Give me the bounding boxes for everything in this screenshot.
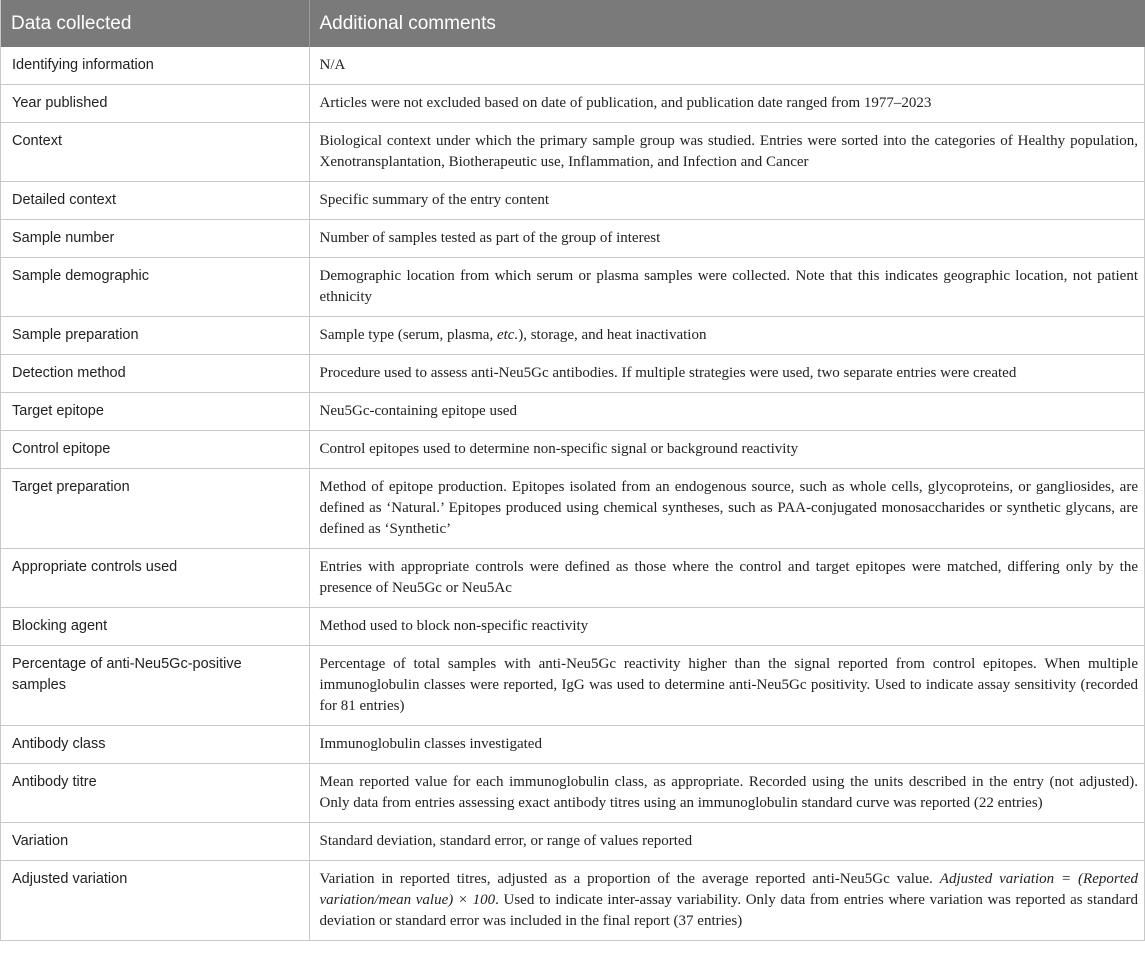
header-row (1, 0, 1145, 47)
table-row (1, 726, 1145, 764)
column-header-data-collected: Data collected (1, 0, 309, 47)
table-row (1, 258, 1145, 317)
field-cell: Context (1, 123, 309, 182)
table-row (1, 393, 1145, 431)
data-collection-table (1, 0, 1145, 941)
table-row (1, 861, 1145, 941)
comment-cell: Method used to block non-specific reactivity (309, 608, 1145, 646)
comment-text: Sample type (serum, plasma, (319, 327, 497, 343)
field-cell: Antibody class (1, 726, 309, 764)
table-row (1, 123, 1145, 182)
table-row (1, 85, 1145, 123)
table-row (1, 823, 1145, 861)
comment-cell: N/A (309, 47, 1145, 85)
comment-cell: Method of epitope production. Epitopes isolated from an endogenous source, such as whole cells, glycoproteins, or gangliosides, are defined as ‘Natural.’ Epitopes produced using chemical syntheses, such as PAA-conjugated monosaccharides or synthetic glycans, are defined as ‘Synthetic’ (309, 469, 1145, 549)
comment-cell (309, 861, 1145, 941)
comment-cell: Neu5Gc-containing epitope used (309, 393, 1145, 431)
table-row (1, 355, 1145, 393)
table-row (1, 182, 1145, 220)
comment-text: ), storage, and heat inactivation (518, 327, 707, 343)
table-header (1, 0, 1145, 47)
field-cell: Blocking agent (1, 608, 309, 646)
table-row (1, 764, 1145, 823)
column-header-additional-comments: Additional comments (309, 0, 1145, 47)
field-cell: Target preparation (1, 469, 309, 549)
table-row (1, 431, 1145, 469)
comment-cell: Specific summary of the entry content (309, 182, 1145, 220)
comment-cell: Entries with appropriate controls were defined as those where the control and target epitopes were matched, differing only by the presence of Neu5Gc or Neu5Ac (309, 549, 1145, 608)
table-body (1, 47, 1145, 941)
table-row (1, 317, 1145, 355)
field-cell: Detection method (1, 355, 309, 393)
comment-cell: Demographic location from which serum or plasma samples were collected. Note that this indicates geographic location, not patient ethnicity (309, 258, 1145, 317)
comment-italic-text: etc. (496, 327, 519, 343)
comment-italic-formula: Adjusted variation = (Reported variation/mean value) × 100 (319, 871, 1139, 908)
comment-text: . Used to indicate inter-assay variability. Only data from entries where variation was reported as standard deviation or standard error was included in the final report (37 entries) (319, 892, 1138, 929)
comment-cell: Biological context under which the primary sample group was studied. Entries were sorted into the categories of Healthy population, Xenotransplantation, Biotherapeutic use, Inflammation, and Infection and Cancer (309, 123, 1145, 182)
field-cell: Appropriate controls used (1, 549, 309, 608)
table-row (1, 646, 1145, 726)
comment-cell: Mean reported value for each immunoglobulin class, as appropriate. Recorded using the units described in the entry (not adjusted). Only data from entries assessing exact antibody titres using an immunoglobulin standard curve was reported (22 entries) (309, 764, 1145, 823)
field-cell: Control epitope (1, 431, 309, 469)
comment-cell (309, 317, 1145, 355)
table-row (1, 220, 1145, 258)
field-cell: Adjusted variation (1, 861, 309, 941)
comment-cell: Standard deviation, standard error, or range of values reported (309, 823, 1145, 861)
comment-cell: Procedure used to assess anti-Neu5Gc antibodies. If multiple strategies were used, two separate entries were created (309, 355, 1145, 393)
comment-cell: Percentage of total samples with anti-Neu5Gc reactivity higher than the signal reported from control epitopes. When multiple immunoglobulin classes were reported, IgG was used to determine anti-Neu5Gc positivity. Used to indicate assay sensitivity (recorded for 81 entries) (309, 646, 1145, 726)
field-cell: Target epitope (1, 393, 309, 431)
field-cell: Year published (1, 85, 309, 123)
field-cell: Antibody titre (1, 764, 309, 823)
comment-cell: Immunoglobulin classes investigated (309, 726, 1145, 764)
comment-cell: Articles were not excluded based on date of publication, and publication date ranged from 1977–2023 (309, 85, 1145, 123)
field-cell: Detailed context (1, 182, 309, 220)
field-cell: Percentage of anti-Neu5Gc-positive samples (1, 646, 309, 726)
table-row (1, 549, 1145, 608)
comment-text: Variation in reported titres, adjusted as a proportion of the average reported anti-Neu5Gc value. (319, 871, 940, 887)
table-row (1, 47, 1145, 85)
comment-cell: Control epitopes used to determine non-specific signal or background reactivity (309, 431, 1145, 469)
comment-cell: Number of samples tested as part of the group of interest (309, 220, 1145, 258)
table-row (1, 469, 1145, 549)
field-cell: Identifying information (1, 47, 309, 85)
field-cell: Sample preparation (1, 317, 309, 355)
field-cell: Sample demographic (1, 258, 309, 317)
field-cell: Sample number (1, 220, 309, 258)
table-row (1, 608, 1145, 646)
field-cell: Variation (1, 823, 309, 861)
